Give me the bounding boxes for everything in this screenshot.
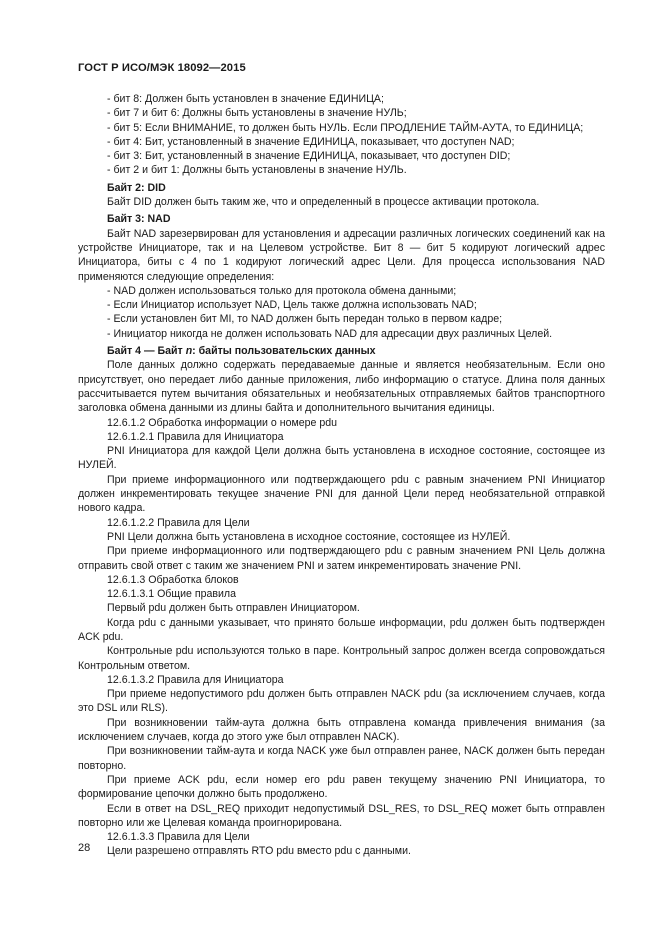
list-item: - Если установлен бит MI, то NAD должен быть передан только в первом кадре;: [107, 313, 503, 326]
paragraph: При приеме недопустимого pdu должен быть отправлен NACK pdu (за исключением случаев, когда это DSL или RLS).: [78, 688, 605, 715]
byte4-heading: [78, 344, 605, 358]
section-heading: 12.6.1.2 Обработка информации о номере pdu: [107, 416, 338, 429]
section-heading: 12.6.1.3 Обработка блоков: [107, 573, 239, 586]
section-heading: 12.6.1.3.2 Правила для Инициатора: [107, 673, 284, 686]
paragraph: Байт DID должен быть таким же, что и определенный в процессе активации протокола.: [107, 196, 540, 209]
document-body: [78, 92, 605, 859]
section-heading: 12.6.1.3.1 Общие правила: [107, 588, 236, 601]
paragraph: Контрольные pdu используются только в паре. Контрольный запрос должен всегда сопровождаться Контрольным ответом.: [78, 645, 605, 672]
paragraph: При возникновении тайм-аута должна быть отправлена команда привлечения внимания (за исключением случаев, когда до этого уже был отправлен NACK).: [78, 716, 605, 744]
paragraph: Если в ответ на DSL_REQ приходит недопустимый DSL_RES, то DSL_REQ может быть отправлен повторно или же Целевая команда проигнорирована.: [78, 802, 605, 829]
byte4-heading-b: : байты пользовательских данных: [192, 345, 376, 358]
list-item: - бит 3: Бит, установленный в значение ЕДИНИЦА, показывает, что доступен DID;: [107, 150, 511, 163]
paragraph: PNI Цели должна быть установлена в исходное состояние, состоящее из НУЛЕЙ.: [107, 530, 511, 543]
byte3-heading: Байт 3: NAD: [107, 213, 171, 226]
byte2-heading: Байт 2: DID: [107, 181, 166, 194]
paragraph: При приеме информационного или подтверждающего pdu с равным значением PNI Инициатор должен инкрементировать текущее значение PNI для данной Цели перед необязательной отправкой нового кадра.: [78, 473, 605, 515]
list-item: - бит 4: Бит, установленный в значение ЕДИНИЦА, показывает, что доступен NAD;: [107, 135, 515, 148]
section-heading: 12.6.1.3.3 Правила для Цели: [107, 831, 250, 844]
paragraph: При приеме ACK pdu, если номер его pdu равен текущему значению PNI Инициатора, то формирование цепочки должно быть продолжено.: [78, 773, 605, 801]
list-item: - бит 8: Должен быть установлен в значение ЕДИНИЦА;: [107, 93, 384, 105]
byte4-heading-n: n: [185, 345, 193, 358]
list-item: - бит 2 и бит 1: Должны быть установлены в значение НУЛЬ.: [107, 164, 407, 177]
list-item: - Инициатор никогда не должен использовать NAD для адресации двух различных Целей.: [107, 327, 553, 340]
paragraph: Поле данных должно содержать передаваемые данные и является необязательным. Если оно присутствует, оно передает либо данные приложения, либо информацию о статусе. Длина поля данных рассчитывается путем вычитания обязательных и необязательных отправляемых байтов транспортного заголовка обмена данными из длины байта и дополнительного вычитания единицы.: [78, 359, 605, 415]
paragraph: Цели разрешено отправлять RTO pdu вместо pdu с данными.: [107, 845, 411, 858]
paragraph: Байт NAD зарезервирован для установления и адресации различных логических соединений как на устройстве Инициаторе, так и на Целевом устройстве. Бит 8 — бит 5 кодируют логический адрес Инициатора, биты с 4 по 1 кодируют логический адрес Цели. Для процесса использования NAD применяются следующие определения:: [78, 227, 605, 283]
page-number: 28: [78, 842, 91, 854]
list-item: - Если Инициатор использует NAD, Цель также должна использовать NAD;: [107, 299, 477, 312]
paragraph: При возникновении тайм-аута и когда NACK уже был отправлен ранее, NACK должен быть передан повторно.: [78, 745, 605, 772]
byte4-heading-a: Байт 4 — Байт: [107, 345, 186, 358]
list-item: - бит 7 и бит 6: Должны быть установлены в значение НУЛЬ;: [107, 107, 407, 120]
document-header: ГОСТ Р ИСО/МЭК 18092—2015: [78, 62, 246, 74]
list-item: - NAD должен использоваться только для протокола обмена данными;: [107, 284, 457, 297]
paragraph: При приеме информационного или подтверждающего pdu с равным значением PNI Цель должна отправить свой ответ с таким же значением PNI и затем инкрементировать значение PNI.: [78, 545, 605, 572]
list-item: - бит 5: Если ВНИМАНИЕ, то должен быть НУЛЬ. Если ПРОДЛЕНИЕ ТАЙМ-АУТА, то ЕДИНИЦА;: [107, 121, 584, 134]
paragraph: PNI Инициатора для каждой Цели должна быть установлена в исходное состояние, состоящее из НУЛЕЙ.: [78, 445, 605, 472]
section-heading: 12.6.1.2.1 Правила для Инициатора: [107, 430, 284, 443]
section-heading: 12.6.1.2.2 Правила для Цели: [107, 516, 250, 529]
paragraph: Первый pdu должен быть отправлен Инициатором.: [107, 602, 360, 615]
paragraph: Когда pdu с данными указывает, что принято больше информации, pdu должен быть подтвержден ACK pdu.: [78, 616, 605, 643]
